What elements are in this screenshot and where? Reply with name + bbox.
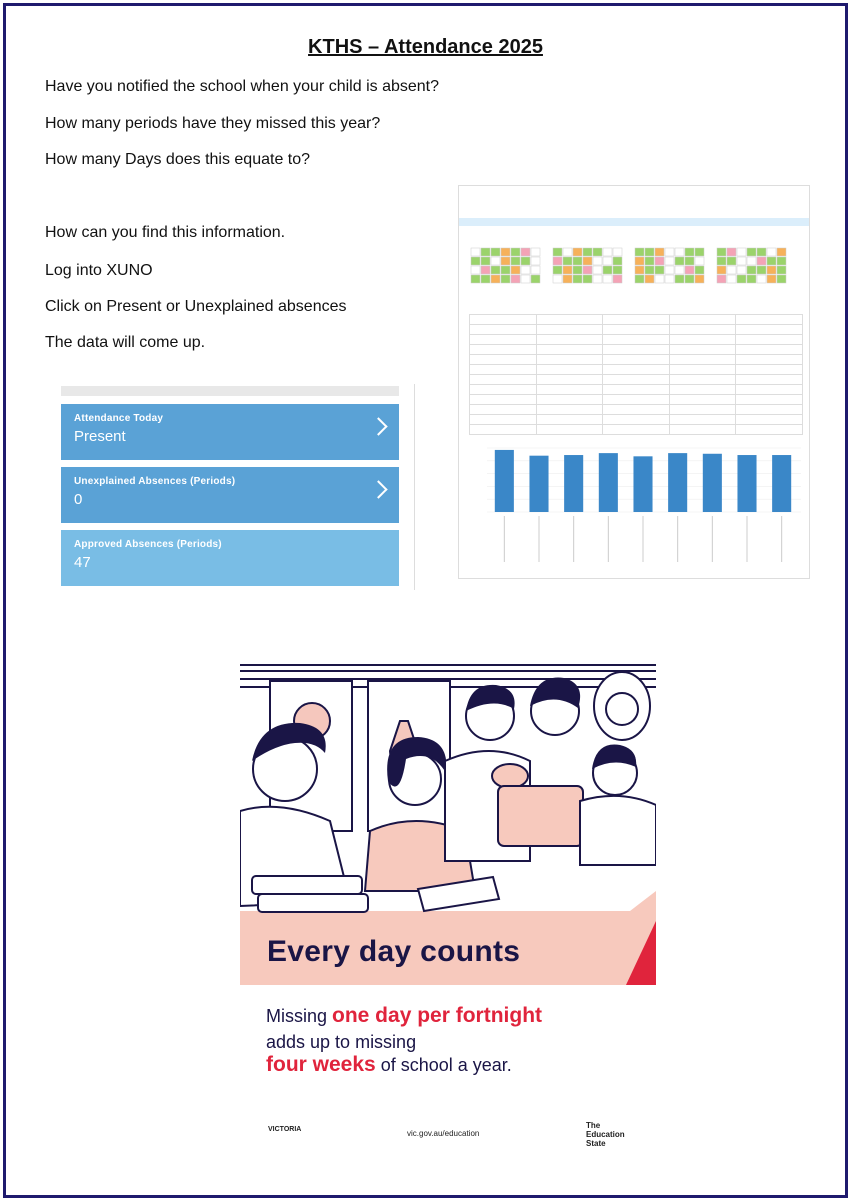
- calendar-day-cell: [757, 257, 766, 265]
- calendar-day-cell: [685, 275, 694, 283]
- attendance-bar-chart: [465, 442, 805, 572]
- calendar-day-cell: [491, 257, 500, 265]
- bar-3: [564, 455, 583, 512]
- calendar-day-cell: [717, 257, 726, 265]
- calendar-day-cell: [563, 248, 572, 256]
- calendar-day-cell: [717, 248, 726, 256]
- calendar-day-cell: [501, 266, 510, 274]
- xuno-panel-divider: [414, 384, 415, 590]
- poster-message-line-3: [266, 1053, 512, 1077]
- tile-value: 0: [74, 491, 83, 508]
- calendar-day-cell: [573, 248, 582, 256]
- calendar-day-cell: [603, 257, 612, 265]
- calendar-day-cell: [777, 266, 786, 274]
- calendar-day-cell: [757, 266, 766, 274]
- bar-2: [529, 456, 548, 512]
- calendar-day-cell: [563, 257, 572, 265]
- calendar-day-cell: [471, 257, 480, 265]
- calendar-day-cell: [491, 248, 500, 256]
- calendar-day-cell: [501, 275, 510, 283]
- calendar-day-cell: [583, 257, 592, 265]
- calendar-day-cell: [635, 275, 644, 283]
- calendar-day-cell: [471, 275, 480, 283]
- calendar-day-cell: [645, 248, 654, 256]
- calendar-day-cell: [553, 266, 562, 274]
- instruction-heading: How can you find this information.: [45, 224, 286, 241]
- attendance-report-screenshot: [458, 185, 810, 579]
- tile-value: Present: [74, 428, 126, 445]
- instruction-click: Click on Present or Unexplained absences: [45, 298, 347, 315]
- tile-value: 47: [74, 554, 91, 571]
- calendar-day-cell: [583, 248, 592, 256]
- calendar-day-cell: [665, 257, 674, 265]
- calendar-day-cell: [777, 248, 786, 256]
- calendar-day-cell: [737, 248, 746, 256]
- calendar-day-cell: [531, 275, 540, 283]
- calendar-day-cell: [695, 275, 704, 283]
- calendar-day-cell: [501, 248, 510, 256]
- calendar-day-cell: [767, 275, 776, 283]
- calendar-day-cell: [593, 248, 602, 256]
- calendar-day-cell: [655, 248, 664, 256]
- instruction-login: Log into XUNO: [45, 262, 153, 279]
- calendar-day-cell: [777, 275, 786, 283]
- calendar-day-cell: [511, 275, 520, 283]
- xuno-panel-header: [61, 386, 399, 396]
- calendar-day-cell: [737, 257, 746, 265]
- calendar-day-cell: [531, 248, 540, 256]
- calendar-day-cell: [675, 275, 684, 283]
- calendar-day-cell: [675, 257, 684, 265]
- message-suffix: of school a year.: [375, 1055, 512, 1075]
- subject-table: [469, 314, 803, 435]
- calendar-day-cell: [593, 275, 602, 283]
- calendar-day-cell: [757, 275, 766, 283]
- calendar-day-cell: [655, 257, 664, 265]
- calendar-banner: [459, 218, 809, 226]
- tile-label: Unexplained Absences (Periods): [74, 476, 236, 487]
- calendar-day-cell: [593, 266, 602, 274]
- calendar-day-cell: [645, 257, 654, 265]
- calendar-day-cell: [481, 275, 490, 283]
- calendar-day-cell: [521, 275, 530, 283]
- poster-headline: Every day counts: [267, 935, 521, 968]
- calendar-day-cell: [695, 257, 704, 265]
- calendar-day-cell: [521, 248, 530, 256]
- calendar-day-cell: [613, 248, 622, 256]
- calendar-day-cell: [471, 248, 480, 256]
- calendar-day-cell: [747, 248, 756, 256]
- calendar-day-cell: [603, 248, 612, 256]
- message-highlight-fortnight: one day per fortnight: [332, 1004, 543, 1027]
- calendar-day-cell: [481, 266, 490, 274]
- bar-6: [668, 453, 687, 512]
- calendar-day-cell: [685, 266, 694, 274]
- calendar-day-cell: [645, 275, 654, 283]
- bar-9: [772, 455, 791, 512]
- calendar-day-cell: [737, 275, 746, 283]
- calendar-day-cell: [685, 257, 694, 265]
- calendar-day-cell: [593, 257, 602, 265]
- calendar-day-cell: [481, 248, 490, 256]
- calendar-day-cell: [553, 248, 562, 256]
- instruction-result: The data will come up.: [45, 334, 206, 351]
- bar-5: [633, 456, 652, 512]
- calendar-day-cell: [553, 257, 562, 265]
- calendar-day-cell: [665, 248, 674, 256]
- calendar-day-cell: [573, 266, 582, 274]
- calendar-day-cell: [777, 257, 786, 265]
- calendar-day-cell: [481, 257, 490, 265]
- attendance-today-tile[interactable]: [61, 404, 399, 460]
- unexplained-absences-tile[interactable]: [61, 467, 399, 523]
- calendar-day-cell: [603, 275, 612, 283]
- calendar-day-cell: [727, 257, 736, 265]
- calendar-day-cell: [531, 266, 540, 274]
- calendar-day-cell: [747, 257, 756, 265]
- calendar-day-cell: [603, 266, 612, 274]
- calendar-day-cell: [767, 257, 776, 265]
- calendar-day-cell: [511, 257, 520, 265]
- bar-8: [737, 455, 756, 512]
- calendar-day-cell: [613, 266, 622, 274]
- calendar-day-cell: [665, 275, 674, 283]
- calendar-day-cell: [675, 266, 684, 274]
- calendar-day-cell: [747, 266, 756, 274]
- question-periods: How many periods have they missed this year?: [45, 115, 381, 132]
- calendar-day-cell: [521, 266, 530, 274]
- calendar-day-cell: [717, 275, 726, 283]
- calendar-day-cell: [501, 257, 510, 265]
- calendar-day-cell: [727, 275, 736, 283]
- calendar-day-cell: [767, 248, 776, 256]
- education-url[interactable]: vic.gov.au/education: [407, 1129, 480, 1138]
- calendar-day-cell: [685, 248, 694, 256]
- poster-message-line-1: [266, 1004, 542, 1028]
- calendar-day-cell: [695, 266, 704, 274]
- calendar-day-cell: [767, 266, 776, 274]
- education-state-logo: The Education State: [586, 1121, 625, 1148]
- tile-label: Attendance Today: [74, 413, 164, 424]
- message-highlight-weeks: four weeks: [266, 1053, 376, 1076]
- message-prefix: Missing: [266, 1006, 333, 1026]
- calendar-day-cell: [665, 266, 674, 274]
- calendar-day-cell: [511, 266, 520, 274]
- calendar-day-cell: [635, 266, 644, 274]
- calendar-day-cell: [613, 275, 622, 283]
- bar-4: [599, 453, 618, 512]
- calendar-day-cell: [727, 248, 736, 256]
- calendar-day-cell: [563, 266, 572, 274]
- tile-label: Approved Absences (Periods): [74, 539, 222, 550]
- calendar-day-cell: [583, 275, 592, 283]
- poster-message-line-2: adds up to missing: [266, 1032, 417, 1052]
- calendar-day-cell: [655, 275, 664, 283]
- calendar-day-cell: [471, 266, 480, 274]
- victoria-logo: VICTORIA: [268, 1126, 302, 1133]
- calendar-day-cell: [491, 275, 500, 283]
- calendar-day-cell: [655, 266, 664, 274]
- calendar-day-cell: [675, 248, 684, 256]
- bar-7: [703, 454, 722, 512]
- calendar-day-cell: [511, 248, 520, 256]
- calendar-day-cell: [521, 257, 530, 265]
- bar-1: [495, 450, 514, 512]
- question-notified: Have you notified the school when your child is absent?: [45, 78, 440, 95]
- calendar-day-cell: [695, 248, 704, 256]
- calendar-grid: [459, 186, 809, 314]
- calendar-day-cell: [491, 266, 500, 274]
- question-days: How many Days does this equate to?: [45, 151, 311, 168]
- calendar-day-cell: [553, 275, 562, 283]
- calendar-day-cell: [635, 248, 644, 256]
- calendar-day-cell: [645, 266, 654, 274]
- calendar-day-cell: [727, 266, 736, 274]
- calendar-day-cell: [573, 257, 582, 265]
- calendar-day-cell: [563, 275, 572, 283]
- calendar-day-cell: [737, 266, 746, 274]
- page-title: KTHS – Attendance 2025: [308, 36, 543, 58]
- calendar-day-cell: [635, 257, 644, 265]
- approved-absences-tile: [61, 530, 399, 586]
- calendar-day-cell: [531, 257, 540, 265]
- calendar-day-cell: [613, 257, 622, 265]
- calendar-day-cell: [757, 248, 766, 256]
- calendar-day-cell: [573, 275, 582, 283]
- calendar-day-cell: [717, 266, 726, 274]
- calendar-day-cell: [583, 266, 592, 274]
- calendar-day-cell: [747, 275, 756, 283]
